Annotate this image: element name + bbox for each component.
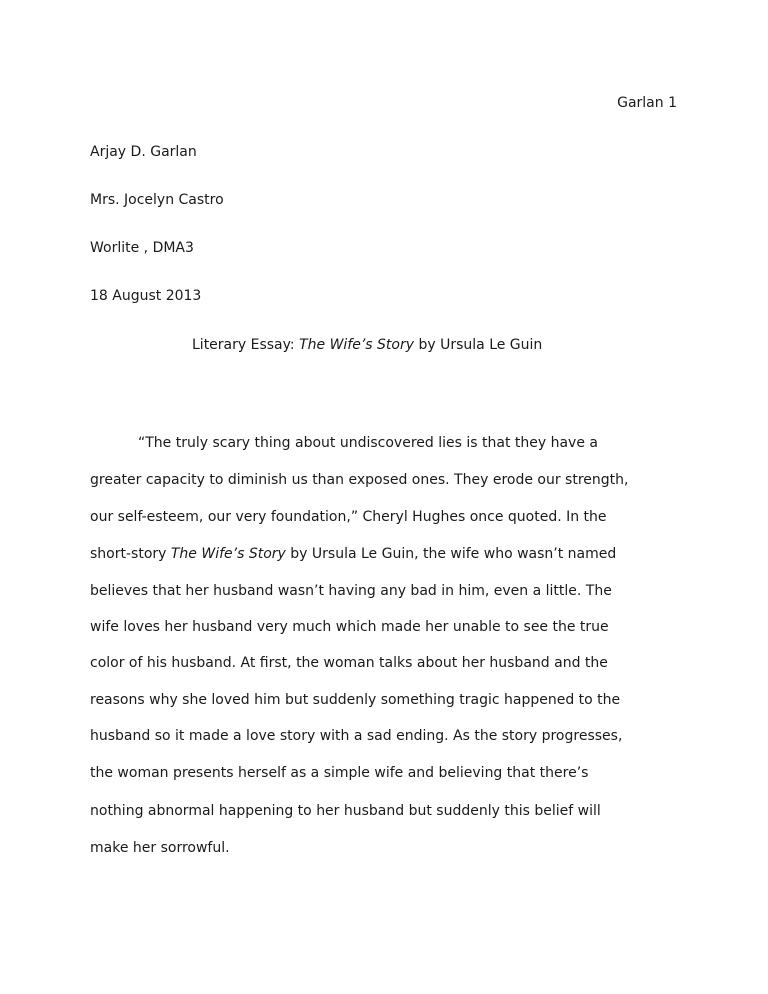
title-prefix: Literary Essay:	[192, 337, 300, 353]
line-suffix: by Ursula Le Guin, the wife who wasn’t named	[285, 546, 617, 562]
body-line: “The truly scary thing about undiscovered lies is that they have a	[138, 435, 598, 451]
course-name: Worlite , DMA3	[90, 240, 194, 256]
body-line: color of his husband. At first, the woman talks about her husband and the	[90, 655, 608, 671]
body-line: wife loves her husband very much which made her unable to see the true	[90, 619, 609, 635]
body-line: nothing abnormal happening to her husband but suddenly this belief will	[90, 803, 601, 819]
body-line: reasons why she loved him but suddenly something tragic happened to the	[90, 692, 621, 708]
title-work: The Wife’s Story	[299, 337, 415, 353]
running-head: Garlan 1	[617, 95, 677, 111]
title-suffix: by Ursula Le Guin	[414, 337, 543, 353]
body-line: greater capacity to diminish us than exposed ones. They erode our strength,	[90, 472, 629, 488]
instructor-name: Mrs. Jocelyn Castro	[90, 192, 224, 208]
body-line: make her sorrowful.	[90, 840, 230, 856]
body-line: husband so it made a love story with a sad ending. As the story progresses,	[90, 728, 623, 744]
body-line: our self-esteem, our very foundation,” Cheryl Hughes once quoted. In the	[90, 509, 607, 525]
essay-title	[192, 336, 542, 354]
body-line: the woman presents herself as a simple wife and believing that there’s	[90, 765, 589, 781]
story-title: The Wife’s Story	[170, 546, 286, 562]
author-name: Arjay D. Garlan	[90, 144, 197, 160]
body-line: believes that her husband wasn’t having any bad in him, even a little. The	[90, 583, 612, 599]
body-line	[90, 545, 616, 563]
essay-date: 18 August 2013	[90, 288, 202, 304]
line-prefix: short-story	[90, 546, 171, 562]
